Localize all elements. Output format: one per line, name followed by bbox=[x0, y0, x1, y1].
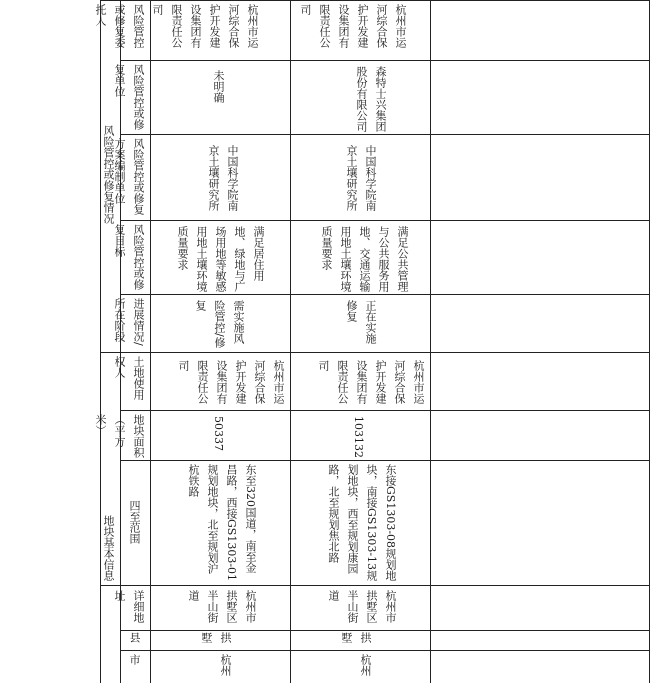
row2-plan-unit: 中国科学院南京土壤研究所 bbox=[345, 145, 377, 211]
row1-address: 杭州市拱墅区半山街道 bbox=[187, 590, 257, 623]
row2-address: 杭州市拱墅区半山街道 bbox=[327, 590, 397, 623]
grid-line bbox=[120, 650, 650, 651]
header-city: 市 bbox=[128, 654, 141, 665]
header-boundary: 四至范围 bbox=[128, 500, 141, 544]
grid-line bbox=[430, 0, 431, 683]
row1-area: 50337 bbox=[212, 416, 225, 451]
row2-boundary: 东接GS1303-08规划地块，南接GS1303-13规划地块，西至规划康园路，北至规划焦北路 bbox=[327, 464, 397, 582]
grid-line bbox=[120, 294, 650, 295]
grid-line bbox=[150, 0, 151, 683]
row2-owner: 杭州市运河综合保护开发建设集团有限责任公司 bbox=[317, 360, 425, 404]
row2-city: 杭州 bbox=[359, 654, 372, 676]
header-plan-unit: 风险管控或修复方案编制单位 bbox=[113, 138, 145, 215]
header-client: 风险管控或修复委托人 bbox=[94, 4, 145, 48]
grid-line bbox=[100, 0, 650, 1]
header-impl-unit: 风险管控或修复单位 bbox=[113, 64, 145, 130]
grid-line bbox=[120, 630, 650, 631]
grid-line bbox=[100, 352, 650, 353]
grid-line bbox=[120, 134, 650, 135]
row1-boundary: 东至320国道，南至金昌路，西接GS1303-01规划地块，北至规划沪杭铁路 bbox=[187, 464, 257, 582]
row2-area: 103132 bbox=[352, 416, 365, 458]
row2-impl-unit: 森特士兴集团股份有限公司 bbox=[355, 66, 387, 132]
row1-target: 满足居住用地、绿地与广场用地等敏感用地土壤环境质量要求 bbox=[176, 226, 265, 292]
row1-client: 杭州市运河综合保护开发建设集团有限责任公司 bbox=[151, 4, 259, 48]
row1-county: 拱墅 bbox=[200, 632, 232, 643]
row1-city: 杭州 bbox=[219, 654, 232, 676]
header-target: 风险管控或修复目标 bbox=[113, 224, 145, 290]
header-owner: 土地使用权人 bbox=[113, 356, 145, 400]
row1-impl-unit: 未明确 bbox=[212, 70, 225, 103]
row2-progress: 正在实施修复 bbox=[345, 300, 377, 344]
row1-progress: 需实施风险管控/修复 bbox=[194, 300, 245, 348]
header-address: 详细地址 bbox=[113, 590, 145, 623]
row1-plan-unit: 中国科学院南京土壤研究所 bbox=[207, 145, 239, 211]
row2-client: 杭州市运河综合保护开发建设集团有限责任公司 bbox=[299, 4, 407, 48]
group-header-basic-info: 地块基本信息 bbox=[102, 515, 115, 581]
header-county: 县 bbox=[128, 632, 141, 643]
group-header-risk-control: 风险管控或修复情况 bbox=[102, 125, 115, 224]
grid-line bbox=[120, 220, 650, 221]
header-progress: 进展情况/所在阶段 bbox=[113, 298, 145, 346]
grid-line bbox=[120, 460, 650, 461]
grid-line bbox=[120, 410, 650, 411]
row1-owner: 杭州市运河综合保护开发建设集团有限责任公司 bbox=[177, 360, 285, 404]
header-area: 地块面积（平方米） bbox=[94, 414, 145, 458]
grid-line bbox=[290, 0, 291, 683]
grid-line bbox=[120, 60, 650, 61]
grid-line bbox=[100, 585, 650, 586]
row2-county: 拱墅 bbox=[340, 632, 372, 643]
row2-target: 满足公共管理与公共服务用地、交通运输用地土壤环境质量要求 bbox=[320, 226, 409, 292]
